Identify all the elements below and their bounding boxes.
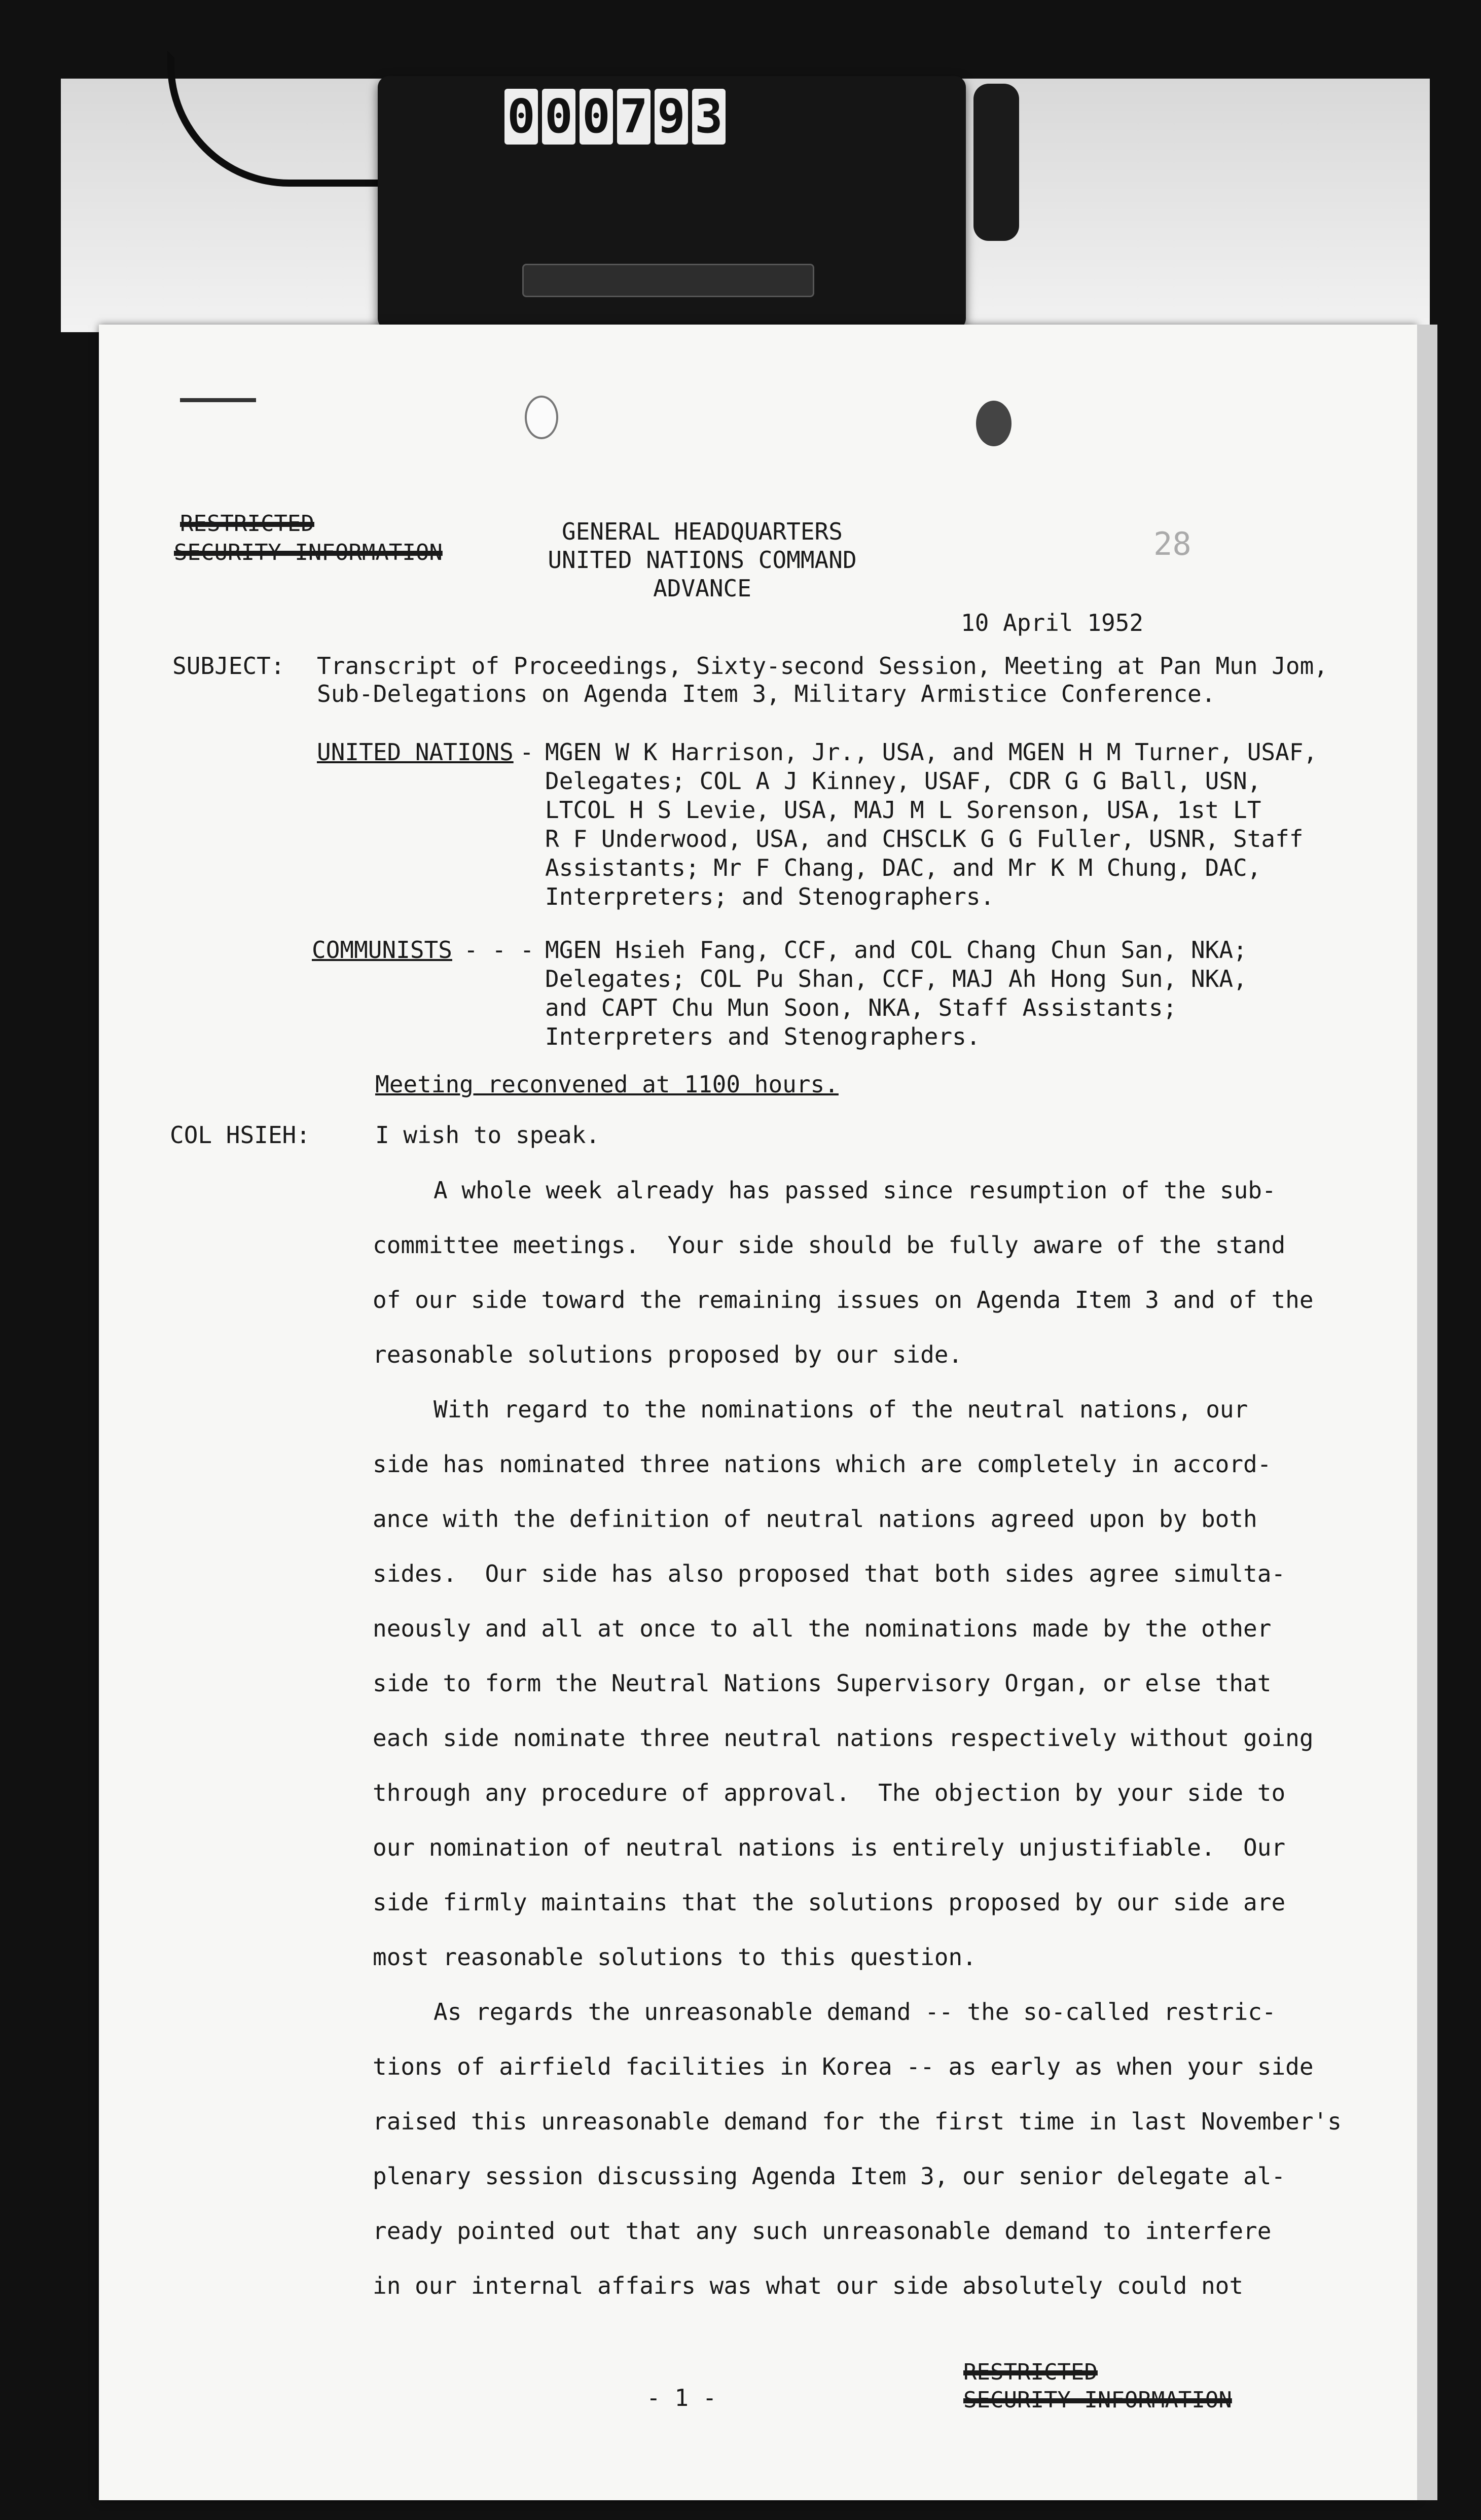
transcript-line: side to form the Neutral Nations Supervisory Organ, or else that — [373, 1670, 1272, 1697]
transcript-line: through any procedure of approval. The objection by your side to — [373, 1779, 1286, 1806]
counter-digit: 9 — [655, 89, 688, 145]
counter-digit: 0 — [542, 89, 575, 145]
un-line: Interpreters; and Stenographers. — [545, 883, 995, 910]
speaker-opening: I wish to speak. — [375, 1121, 600, 1149]
classification-bottom-line: SECURITY INFORMATION — [963, 2387, 1232, 2413]
un-line: MGEN W K Harrison, Jr., USA, and MGEN H M Turner, USAF, — [545, 738, 1318, 766]
counter-digit: 7 — [617, 89, 651, 145]
communists-label: COMMUNISTS — [312, 936, 452, 964]
transcript-line: of our side toward the remaining issues on Agenda Item 3 and of the — [373, 1286, 1314, 1314]
meeting-reconvened: Meeting reconvened at 1100 hours. — [375, 1071, 839, 1098]
un-dash: - — [520, 738, 534, 766]
un-line: R F Underwood, USA, and CHSCLK G G Fuller, USNR, Staff — [545, 825, 1304, 853]
transcript-line: our nomination of neutral nations is entirely unjustifiable. Our — [373, 1834, 1286, 1861]
transcript-line: in our internal affairs was what our side absolutely could not — [373, 2272, 1244, 2299]
transcript-line: neously and all at once to all the nominations made by the other — [373, 1615, 1272, 1642]
communists-line: Interpreters and Stenographers. — [545, 1023, 981, 1050]
page-reference: 28 — [1153, 525, 1191, 562]
org-line: ADVANCE — [653, 575, 751, 602]
communists-line: Delegates; COL Pu Shan, CCF, MAJ Ah Hong Sun, NKA, — [545, 965, 1247, 992]
classification-bottom-line: RESTRICTED — [963, 2359, 1098, 2385]
communists-line: MGEN Hsieh Fang, CCF, and COL Chang Chun San, NKA; — [545, 936, 1247, 964]
transcript-line: ance with the definition of neutral nations agreed upon by both — [373, 1505, 1257, 1533]
communists-dash: - - - — [464, 936, 534, 964]
transcript-line: As regards the unreasonable demand -- the so-called restric- — [434, 1998, 1276, 2026]
un-line: Delegates; COL A J Kinney, USAF, CDR G G Ball, USN, — [545, 767, 1261, 795]
punch-hole — [976, 401, 1012, 446]
org-line: UNITED NATIONS COMMAND — [548, 546, 857, 574]
un-label: UNITED NATIONS — [317, 738, 514, 766]
frame-counter — [378, 76, 966, 330]
un-line: LTCOL H S Levie, USA, MAJ M L Sorenson, USA, 1st LT — [545, 796, 1261, 824]
document-date: 10 April 1952 — [961, 609, 1144, 636]
page-number: - 1 - — [646, 2384, 717, 2411]
transcript-line: With regard to the nominations of the neutral nations, our — [434, 1396, 1248, 1423]
corner-mark — [180, 383, 256, 402]
subject-label: SUBJECT: — [172, 652, 285, 680]
counter-digits — [504, 89, 726, 150]
classification-top-line: SECURITY INFORMATION — [174, 540, 443, 565]
speaker-label: COL HSIEH: — [170, 1121, 310, 1149]
counter-digit: 0 — [580, 89, 613, 145]
transcript-line: each side nominate three neutral nations respectively without going — [373, 1724, 1314, 1752]
transcript-line: side firmly maintains that the solutions proposed by our side are — [373, 1889, 1286, 1916]
transcript-line: plenary session discussing Agenda Item 3, our senior delegate al- — [373, 2162, 1286, 2190]
transcript-line: committee meetings. Your side should be fully aware of the stand — [373, 1231, 1286, 1259]
film-edge — [1417, 325, 1437, 2500]
transcript-line: side has nominated three nations which are completely in accord- — [373, 1450, 1272, 1478]
transcript-line: ready pointed out that any such unreasonable demand to interfere — [373, 2217, 1272, 2245]
org-line: GENERAL HEADQUARTERS — [562, 518, 843, 545]
subject-line: Transcript of Proceedings, Sixty-second Session, Meeting at Pan Mun Jom, — [317, 652, 1328, 680]
transcript-line: raised this unreasonable demand for the first time in last November's — [373, 2108, 1342, 2135]
transcript-line: A whole week already has passed since resumption of the sub- — [434, 1177, 1276, 1204]
transcript-line: tions of airfield facilities in Korea -- as early as when your side — [373, 2053, 1314, 2080]
classification-top-line: RESTRICTED — [180, 511, 314, 537]
subject-line: Sub-Delegations on Agenda Item 3, Military Armistice Conference. — [317, 680, 1216, 707]
transcript-line: most reasonable solutions to this question. — [373, 1943, 977, 1971]
communists-line: and CAPT Chu Mun Soon, NKA, Staff Assistants; — [545, 994, 1177, 1021]
counter-digit: 3 — [692, 89, 726, 145]
transcript-line: reasonable solutions proposed by our side. — [373, 1341, 963, 1368]
punch-hole — [525, 396, 558, 439]
document-page — [99, 325, 1417, 2500]
transcript-line: sides. Our side has also proposed that both sides agree simulta- — [373, 1560, 1286, 1587]
counter-plate — [522, 264, 814, 297]
counter-digit: 0 — [504, 89, 538, 145]
counter-knob — [973, 84, 1019, 241]
un-line: Assistants; Mr F Chang, DAC, and Mr K M Chung, DAC, — [545, 854, 1261, 881]
